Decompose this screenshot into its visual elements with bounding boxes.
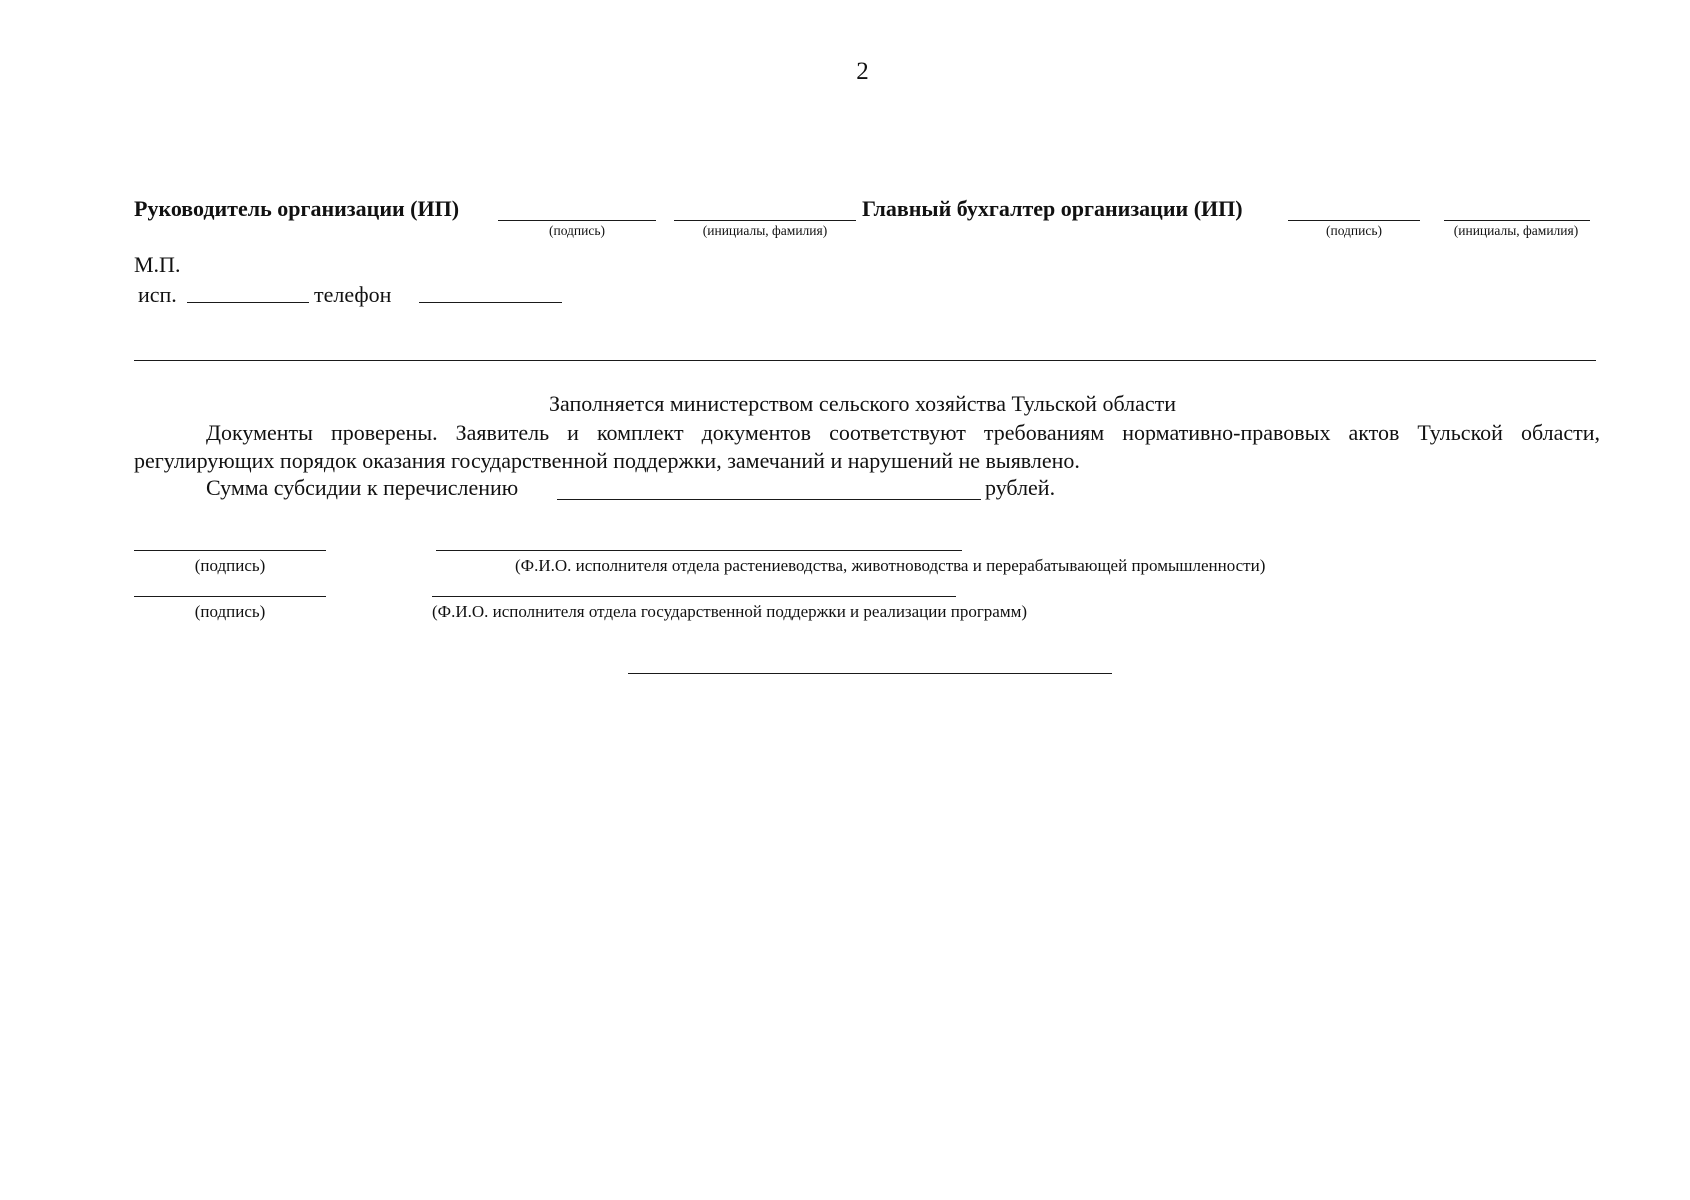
- head-label: Руководитель организации (ИП): [134, 196, 460, 221]
- closing-line: [628, 673, 1112, 674]
- phone-line: [419, 302, 562, 303]
- head-signature-line: [498, 220, 656, 221]
- executor-label: исп.: [138, 282, 177, 307]
- executor2-signature-caption: (подпись): [194, 602, 266, 621]
- executor2-signature-line: [134, 596, 326, 597]
- subsidy-label: Сумма субсидии к перечислению: [206, 475, 519, 500]
- phone-label: телефон: [314, 282, 392, 307]
- head-name-caption: (инициалы, фамилия): [702, 223, 828, 238]
- subsidy-unit: рублей.: [985, 475, 1056, 500]
- head-name-line: [674, 220, 856, 221]
- subsidy-amount-line: [557, 499, 981, 500]
- accountant-signature-line: [1288, 220, 1420, 221]
- executor1-name-line: [436, 550, 962, 551]
- head-signature-caption: (подпись): [548, 223, 606, 238]
- accountant-name-caption: (инициалы, фамилия): [1453, 223, 1579, 238]
- accountant-signature-caption: (подпись): [1325, 223, 1383, 238]
- verification-text: Документы проверены. Заявитель и комплект документов соответствуют требованиям нормативно-правовых актов Тульской области, регулирующих порядок оказания государственной поддержки, замечаний и нарушений не выявлено.: [134, 420, 1600, 473]
- executor1-signature-line: [134, 550, 326, 551]
- executor2-name-line: [432, 596, 956, 597]
- accountant-label: Главный бухгалтер организации (ИП): [862, 196, 1243, 221]
- page-number: 2: [856, 58, 869, 85]
- accountant-name-line: [1444, 220, 1590, 221]
- executor-line: [187, 302, 309, 303]
- executor1-signature-caption: (подпись): [194, 556, 266, 575]
- seal-label: М.П.: [134, 252, 181, 277]
- executor1-name-caption: (Ф.И.О. исполнителя отдела растениеводства, животноводства и перерабатывающей промышленности): [515, 556, 1266, 575]
- ministry-heading: Заполняется министерством сельского хозяйства Тульской области: [548, 391, 1177, 416]
- executor2-name-caption: (Ф.И.О. исполнителя отдела государственной поддержки и реализации программ): [432, 602, 1028, 621]
- separator-line: [134, 360, 1596, 361]
